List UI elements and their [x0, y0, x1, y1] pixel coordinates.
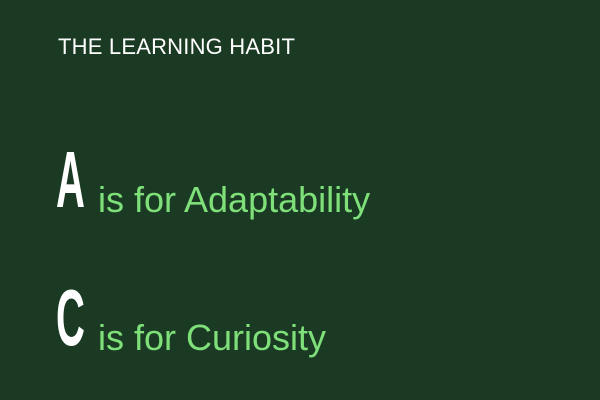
habit-phrase: is for Adaptability [98, 179, 371, 220]
initial-letter: A [56, 135, 85, 224]
initial-letter: C [56, 273, 85, 362]
habit-phrase: is for Curiosity [98, 317, 327, 358]
page-title: THE LEARNING HABIT [58, 34, 296, 59]
